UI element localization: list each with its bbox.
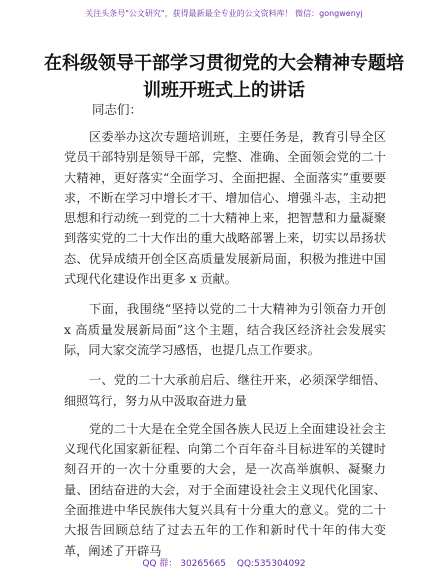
footer-qq-group: QQ 群： 30265665 — [142, 559, 227, 569]
salutation: 同志们： — [92, 102, 143, 117]
paragraph-intro: 区委举办这次专题培训班，主要任务是，教育引导全区党员干部特别是领导干部，完整、准确、全面领会党的二十大精神，更好落实“全面学习、全面把握、全面落实”重要要求，不断在学习中增长才干、增加信心、增强斗志，主动把思想和行动统一到党的二十大精神上来，把智慧和力量凝聚到落实党的二十大作出的重大战略部署上来，切实以昂扬状态、优异成绩开创全区高质量发展新局面，积极为推进中国式现代化建设作出更多 x 贡献。 — [64, 130, 386, 287]
footer-qq: QQ:535304092 — [236, 559, 306, 569]
document-body — [64, 127, 386, 571]
footer-contact — [0, 556, 448, 569]
paragraph-topic: 下面，我围绕“坚持以党的二十大精神为引领奋力开创 x 高质量发展新局面”这个主题，结合我区经济社会发展实际，同大家交流学习感悟，也提几点工作要求。 — [64, 302, 386, 357]
document-title: 在科级领导干部学习贯彻党的大会精神专题培训班开班式上的讲话 — [44, 53, 404, 101]
section-heading-1: 一、党的二十大承前启后、继往开来，必须深学细悟、细照笃行，努力从中汲取奋进力量 — [64, 373, 386, 408]
top-banner: 关注头条号"公文研究"，获得最新最全专业的公文资料库！ 微信：gongwenyj — [85, 9, 363, 18]
paragraph-section-1: 党的二十大是在全党全国各族人民迈上全面建设社会主义现代化国家新征程、向第二个百年奋斗目标进军的关键时刻召开的一次十分重要的大会，是一次高举旗帜、凝聚力量、团结奋进的大会，对于全面建设社会主义现代化国家、全面推进中华民族伟大复兴具有十分重大的意义。党的二十大报告回顾总结了过去五年的工作和新时代十年的伟大变革，阐述了开辟马 — [64, 421, 386, 558]
